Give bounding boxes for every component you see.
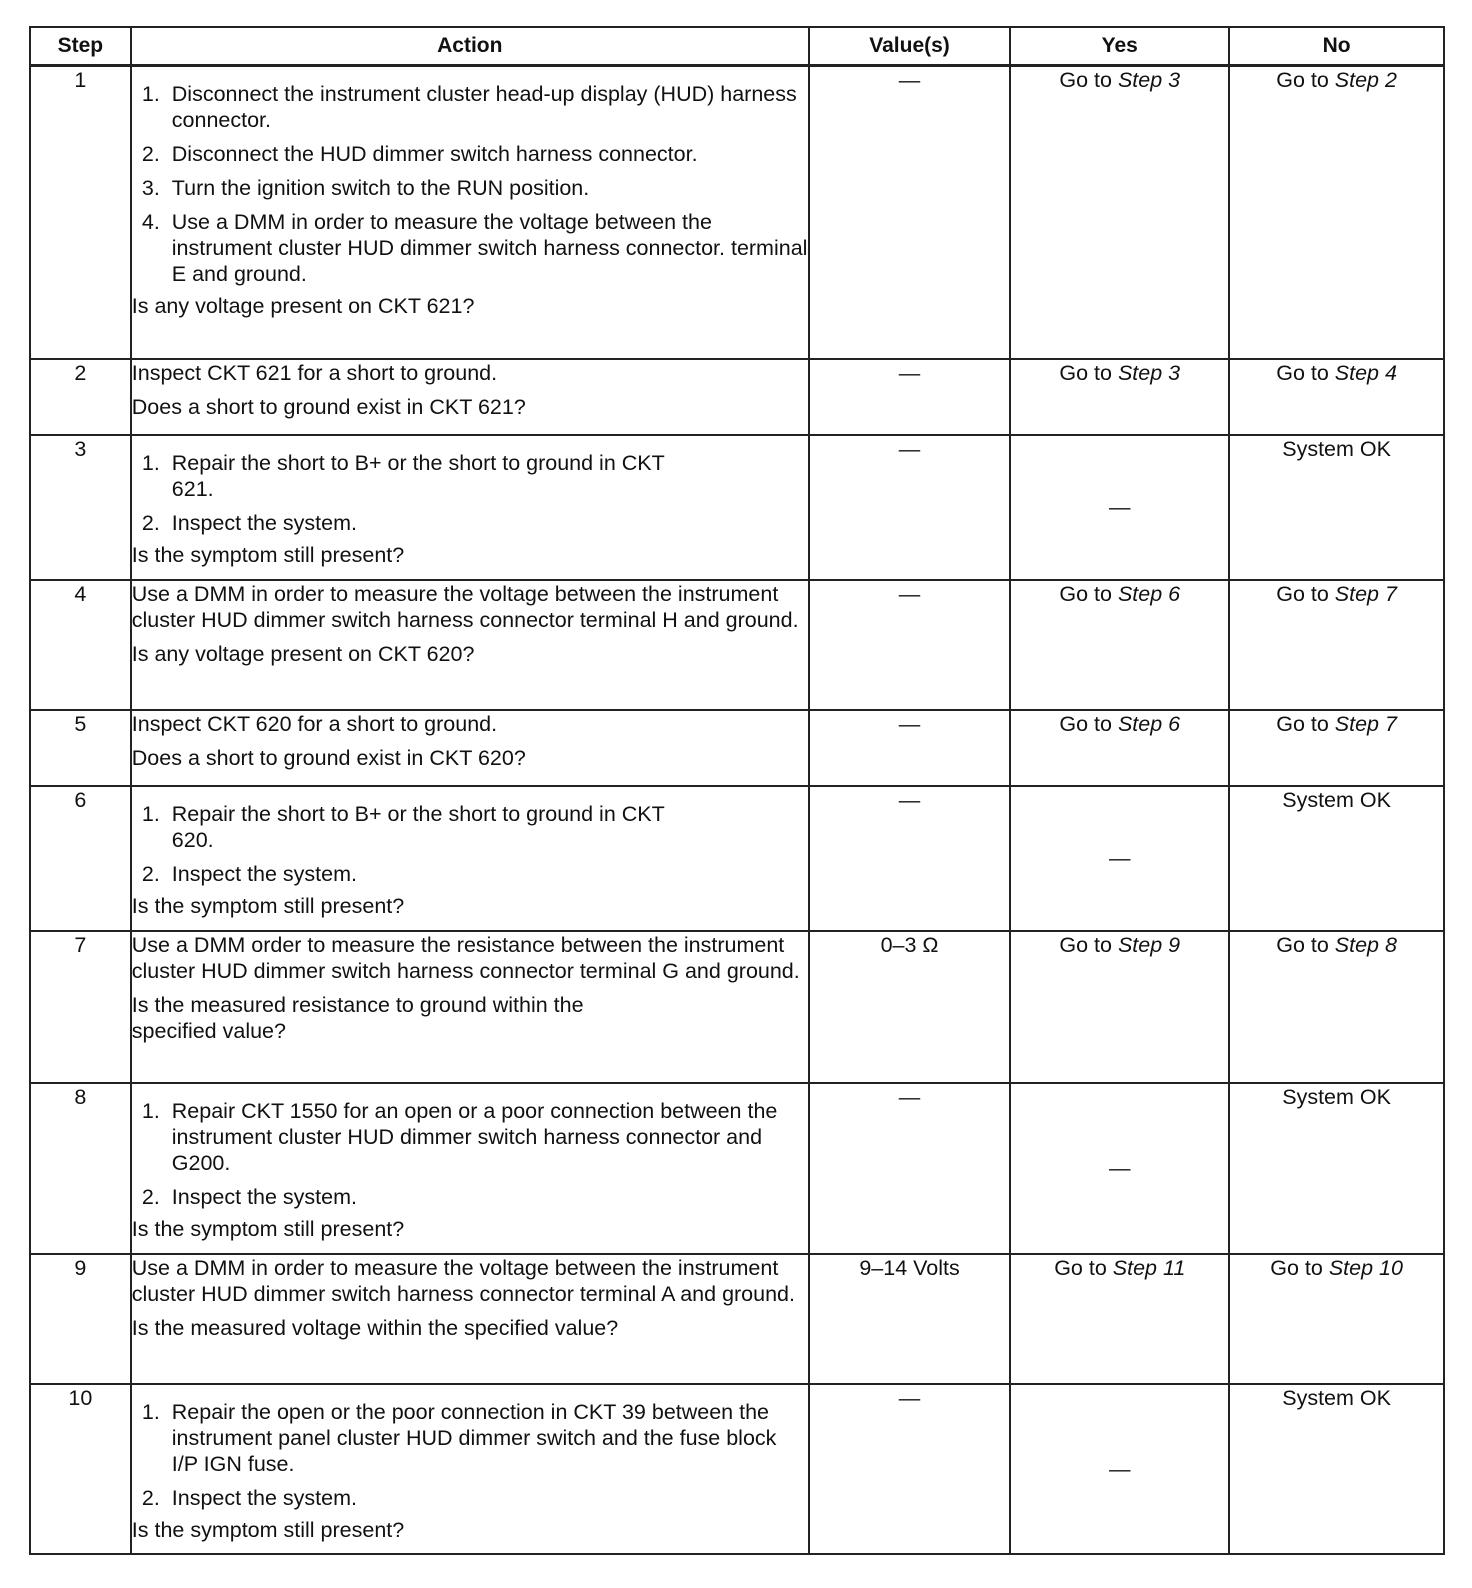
yes-cell bbox=[1010, 435, 1229, 580]
yes-prefix: Go to bbox=[1059, 711, 1118, 736]
yes-step-link[interactable]: Step 3 bbox=[1117, 68, 1181, 92]
yes-cell bbox=[1010, 66, 1229, 359]
yes-step-link[interactable]: Step 6 bbox=[1117, 581, 1181, 606]
step-number: 10 bbox=[30, 1384, 131, 1554]
value-cell: — bbox=[809, 1384, 1011, 1554]
action-cell bbox=[131, 1384, 809, 1554]
yes-step-link[interactable]: Step 11 bbox=[1112, 1255, 1186, 1280]
action-list bbox=[132, 1399, 808, 1511]
table-row bbox=[30, 786, 1444, 931]
action-text: Use a DMM in order to measure the voltage between the instrument cluster HUD dimmer switch harness connector terminal A and ground. bbox=[131, 1255, 795, 1306]
step-number: 4 bbox=[30, 580, 131, 710]
table-row bbox=[30, 931, 1444, 1083]
list-item: 1. Repair the open or the poor connection in CKT 39 between the instrument panel cluster HUD dimmer switch and the fuse block I/P IGN fuse. bbox=[166, 1399, 808, 1477]
list-item: 1. Repair the short to B+ or the short to ground in CKT 621. bbox=[166, 450, 686, 502]
action-question: Is any voltage present on CKT 621? bbox=[131, 294, 475, 318]
no-cell bbox=[1229, 66, 1444, 359]
no-cell bbox=[1229, 580, 1444, 710]
list-item: 1. Repair CKT 1550 for an open or a poor connection between the instrument cluster HUD dimmer switch harness connector and G200. bbox=[166, 1098, 808, 1176]
action-text: Use a DMM in order to measure the voltage between the instrument cluster HUD dimmer switch harness connector terminal H and ground. bbox=[131, 581, 799, 632]
action-cell bbox=[131, 359, 809, 435]
list-item: 1. Repair the short to B+ or the short to ground in CKT 620. bbox=[166, 801, 686, 853]
value-cell: — bbox=[809, 786, 1011, 931]
yes-cell bbox=[1010, 1254, 1229, 1384]
action-text: Inspect CKT 621 for a short to ground. bbox=[131, 360, 498, 385]
action-list bbox=[132, 1098, 808, 1210]
value-cell: 0–3 Ω bbox=[809, 931, 1011, 1083]
action-list bbox=[132, 450, 686, 536]
step-number: 6 bbox=[30, 786, 131, 931]
yes-cell bbox=[1010, 1384, 1229, 1554]
no-cell: System OK bbox=[1229, 786, 1444, 931]
no-cell: System OK bbox=[1229, 435, 1444, 580]
yes-dash: — bbox=[1109, 1456, 1131, 1481]
yes-cell bbox=[1010, 1083, 1229, 1254]
no-prefix: Go to bbox=[1276, 581, 1335, 606]
list-item: 1. Disconnect the instrument cluster head-up display (HUD) harness connector. bbox=[166, 81, 808, 133]
value-cell: — bbox=[809, 710, 1011, 786]
list-item: 2. Inspect the system. bbox=[166, 1485, 808, 1511]
no-cell bbox=[1229, 931, 1444, 1083]
table-row bbox=[30, 1254, 1444, 1384]
header-action: Action bbox=[131, 27, 809, 66]
value-cell: 9–14 Volts bbox=[809, 1254, 1011, 1384]
no-cell bbox=[1229, 710, 1444, 786]
action-list bbox=[132, 81, 808, 287]
yes-prefix: Go to bbox=[1059, 360, 1118, 385]
action-cell bbox=[131, 1083, 809, 1254]
header-row bbox=[30, 27, 1444, 66]
list-item: 2. Inspect the system. bbox=[166, 861, 686, 887]
no-prefix: Go to bbox=[1276, 360, 1335, 385]
yes-cell bbox=[1010, 580, 1229, 710]
action-cell bbox=[131, 66, 809, 359]
action-question: Is the symptom still present? bbox=[131, 542, 405, 567]
action-question: Is the measured voltage within the specified value? bbox=[131, 1315, 619, 1340]
yes-dash: — bbox=[1109, 495, 1131, 519]
header-no: No bbox=[1229, 27, 1444, 66]
no-step-link[interactable]: Step 7 bbox=[1334, 581, 1397, 606]
value-cell: — bbox=[809, 435, 1011, 580]
yes-prefix: Go to bbox=[1059, 932, 1118, 957]
table-row bbox=[30, 710, 1444, 786]
yes-dash: — bbox=[1109, 846, 1131, 870]
no-step-link[interactable]: Step 4 bbox=[1334, 360, 1397, 385]
action-cell bbox=[131, 435, 809, 580]
action-cell bbox=[131, 786, 809, 931]
value-cell: — bbox=[809, 66, 1011, 359]
table-row bbox=[30, 580, 1444, 710]
yes-cell bbox=[1010, 931, 1229, 1083]
step-number: 2 bbox=[30, 359, 131, 435]
yes-cell bbox=[1010, 786, 1229, 931]
step-number: 7 bbox=[30, 931, 131, 1083]
action-text: Use a DMM order to measure the resistance between the instrument cluster HUD dimmer switch harness connector terminal G and ground. bbox=[131, 932, 800, 983]
action-cell bbox=[131, 710, 809, 786]
yes-cell bbox=[1010, 710, 1229, 786]
yes-step-link[interactable]: Step 9 bbox=[1117, 932, 1181, 957]
no-step-link[interactable]: Step 10 bbox=[1328, 1255, 1403, 1280]
table-row bbox=[30, 1384, 1444, 1554]
action-list bbox=[132, 801, 686, 887]
yes-step-link[interactable]: Step 3 bbox=[1117, 360, 1181, 385]
action-question: Is any voltage present on CKT 620? bbox=[131, 641, 475, 666]
header-values: Value(s) bbox=[809, 27, 1011, 66]
table-row bbox=[30, 1083, 1444, 1254]
no-prefix: Go to bbox=[1276, 932, 1335, 957]
action-question: Is the measured resistance to ground within the specified value? bbox=[131, 992, 584, 1043]
list-item: 3. Turn the ignition switch to the RUN position. bbox=[166, 175, 808, 201]
yes-prefix: Go to bbox=[1059, 68, 1118, 92]
step-number: 3 bbox=[30, 435, 131, 580]
table-row bbox=[30, 359, 1444, 435]
no-step-link[interactable]: Step 7 bbox=[1334, 711, 1397, 736]
list-item: 4. Use a DMM in order to measure the voltage between the instrument cluster HUD dimmer switch harness connector. terminal E and ground. bbox=[166, 209, 808, 287]
value-cell: — bbox=[809, 580, 1011, 710]
no-cell: System OK bbox=[1229, 1384, 1444, 1554]
table-row bbox=[30, 66, 1444, 359]
action-text: Inspect CKT 620 for a short to ground. bbox=[131, 711, 498, 736]
list-item: 2. Inspect the system. bbox=[166, 510, 686, 536]
no-cell bbox=[1229, 359, 1444, 435]
yes-dash: — bbox=[1109, 1156, 1131, 1180]
yes-prefix: Go to bbox=[1059, 581, 1118, 606]
no-prefix: Go to bbox=[1276, 711, 1335, 736]
action-question: Does a short to ground exist in CKT 621? bbox=[131, 394, 526, 419]
list-item: 2. Inspect the system. bbox=[166, 1184, 808, 1210]
no-prefix: Go to bbox=[1276, 68, 1335, 92]
no-step-link[interactable]: Step 2 bbox=[1334, 68, 1397, 92]
list-item: 2. Disconnect the HUD dimmer switch harness connector. bbox=[166, 141, 808, 167]
action-question: Does a short to ground exist in CKT 620? bbox=[131, 745, 526, 770]
header-step: Step bbox=[30, 27, 131, 66]
step-number: 8 bbox=[30, 1083, 131, 1254]
no-step-link[interactable]: Step 8 bbox=[1334, 932, 1397, 957]
action-cell bbox=[131, 931, 809, 1083]
diagnostic-table bbox=[29, 26, 1445, 1555]
step-number: 9 bbox=[30, 1254, 131, 1384]
yes-prefix: Go to bbox=[1054, 1255, 1113, 1280]
no-cell bbox=[1229, 1254, 1444, 1384]
value-cell: — bbox=[809, 359, 1011, 435]
no-prefix: Go to bbox=[1270, 1255, 1329, 1280]
step-number: 1 bbox=[30, 66, 131, 359]
step-number: 5 bbox=[30, 710, 131, 786]
action-cell bbox=[131, 1254, 809, 1384]
action-question: Is the symptom still present? bbox=[131, 1517, 405, 1542]
action-cell bbox=[131, 580, 809, 710]
yes-cell bbox=[1010, 359, 1229, 435]
header-yes: Yes bbox=[1010, 27, 1229, 66]
action-question: Is the symptom still present? bbox=[131, 1216, 405, 1241]
yes-step-link[interactable]: Step 6 bbox=[1117, 711, 1181, 736]
value-cell: — bbox=[809, 1083, 1011, 1254]
action-question: Is the symptom still present? bbox=[131, 893, 405, 918]
no-cell: System OK bbox=[1229, 1083, 1444, 1254]
table-row bbox=[30, 435, 1444, 580]
